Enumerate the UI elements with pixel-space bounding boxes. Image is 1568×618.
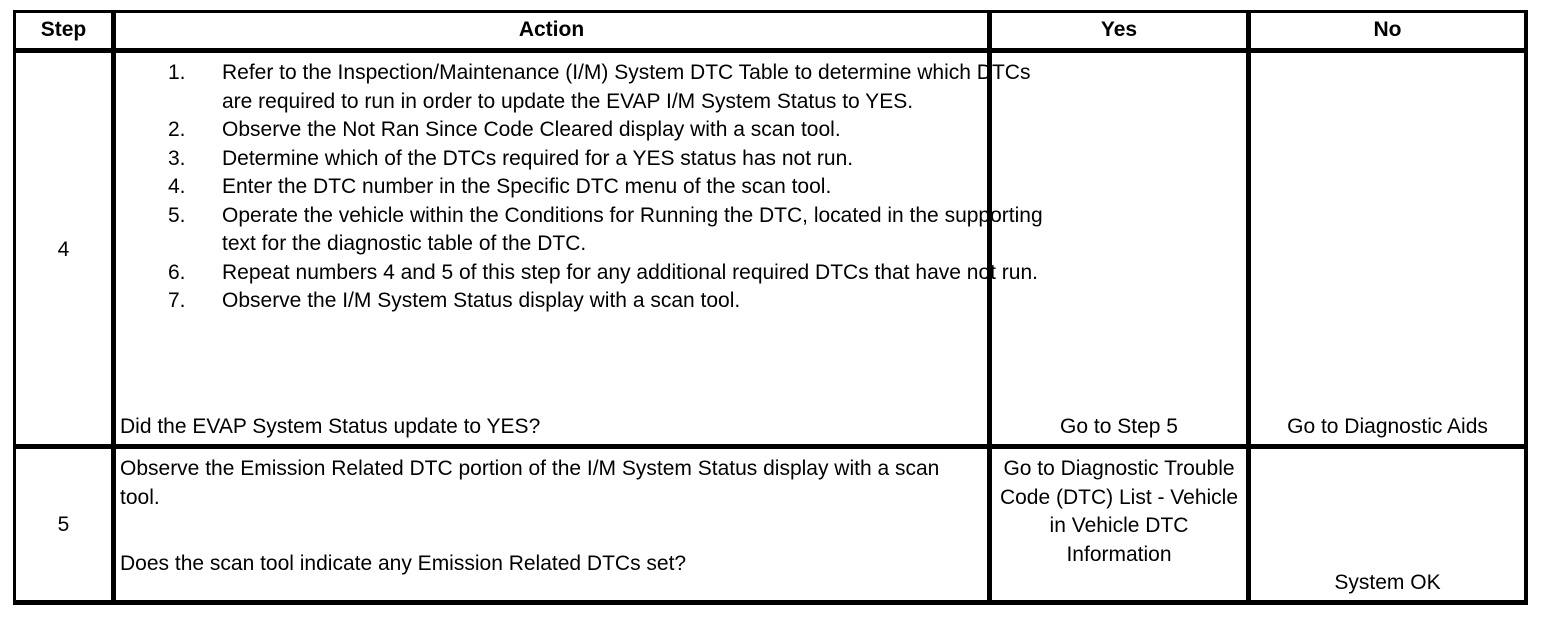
list-item-number: 4. [168,175,186,198]
list-item-number: 7. [168,289,186,312]
list-item-number: 6. [168,260,186,284]
yes-outcome: Go to Diagnostic Trouble Code (DTC) List - Vehicle in Vehicle DTC Information [999,457,1239,566]
list-item [116,59,1042,116]
table-border-right [1524,10,1528,605]
list-item [116,173,1092,202]
header-action: Action [518,18,585,41]
list-item-number: 5. [168,203,186,227]
action-list [116,59,1043,379]
list-item [116,287,1092,316]
list-item [116,259,1042,288]
table-col-divider-yes [1246,10,1251,605]
yes-outcome: Go to Step 5 [1060,415,1178,438]
action-text: Observe the Emission Related DTC portion of the I/M System Status display with a scan tool. [120,457,940,509]
table-border-top [13,10,1528,13]
list-item [116,202,1052,259]
list-item-text: Enter the DTC number in the Specific DTC menu of the scan tool. [222,175,832,198]
list-item-text: Repeat numbers 4 and 5 of this step for any additional required DTCs that have not run. [222,260,1038,284]
list-item [116,145,1092,174]
list-item-text: Observe the Not Ran Since Code Cleared display with a scan tool. [222,118,841,141]
header-step: Step [40,18,87,41]
list-item-number: 3. [168,146,186,170]
no-outcome: System OK [1334,571,1441,594]
no-outcome: Go to Diagnostic Aids [1287,415,1488,438]
list-item-number: 1. [168,61,186,84]
table-border-row-divider [13,444,1528,449]
header-yes: Yes [1100,18,1138,41]
step-number: 4 [57,238,70,261]
list-item-number: 2. [168,118,186,141]
row-question: Did the EVAP System Status update to YES? [120,415,541,438]
table-border-bottom [13,600,1528,605]
list-item-text: Operate the vehicle within the Conditions for Running the DTC, located in the supporting text for the diagnostic table of the DTC. [222,203,1043,255]
list-item [116,116,1092,145]
list-item-text: Refer to the Inspection/Maintenance (I/M) System DTC Table to determine which DTCs are required to run in order to update the EVAP I/M System Status to YES. [222,61,1031,113]
row-question: Does the scan tool indicate any Emission Related DTCs set? [120,552,687,575]
table-border-header-bottom [13,48,1528,53]
list-item-text: Determine which of the DTCs required for a YES status has not run. [222,146,854,170]
header-no: No [1373,18,1402,41]
numbered-list [116,59,1092,316]
list-item-text: Observe the I/M System Status display with a scan tool. [222,289,741,312]
step-number: 5 [57,513,70,536]
